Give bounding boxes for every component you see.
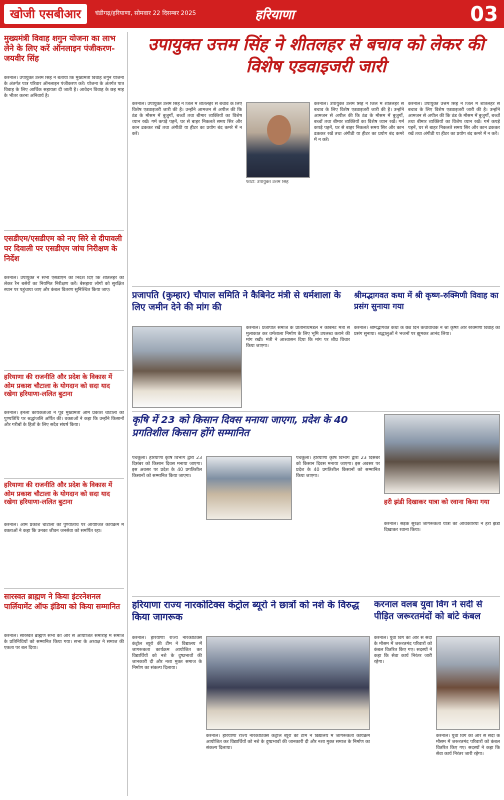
- youth-body: करनाल। इनेलो कार्यकर्ताओं ने पूर्व मुख्यमंत्री ओम प्रकाश चौटाला की पुण्यतिथि पर श्रद्धांजलि अर्पित की। वक्ताओं ने कहा कि उन्होंने किसानों और गरीबों के हितों के लिए सदैव संघर्ष किया।: [4, 411, 124, 428]
- date-line: चंडीगढ़/हरियाणा, सोमवार 22 दिसम्बर 2025: [95, 10, 197, 17]
- narcotics-body-cont: करनाल। हरियाणा राज्य नारकोटिक्स कंट्रोल ब्यूरो की टीम ने विद्यालय में जागरूकता कार्यक्रम आयोजित कर विद्यार्थियों को नशे के दुष्प्रभावों की जानकारी दी और नशा मुक्त समाज के निर्माण का संकल्प दिलाया।: [206, 734, 370, 751]
- kisan-headline: कृषि में 23 को किसान दिवस मनाया जाएगा, प्रदेश के 40 प्रगतिशील किसान होंगे सम्मानित: [132, 415, 348, 439]
- prajapati-body: करनाल। प्रजापति समाज के प्रतिनिधिमंडल ने कैबिनेट मंत्री से मुलाकात कर धर्मशाला निर्माण के लिए भूमि उपलब्ध कराने की मांग रखी। मंत्री ने आश्वासन दिया कि मांग पर शीघ्र विचार किया जाएगा।: [246, 326, 350, 349]
- haryana-pol-headline: हरियाणा की राजनीति और प्रदेश के विकास में ओम प्रकाश चौटाला के योगदान को सदा याद रखेगा हरियाणा-ललित बुटाना: [4, 481, 113, 506]
- masthead: [0, 0, 504, 28]
- kisan-photo: [206, 456, 292, 520]
- saraswati-headline: सारस्वत ब्राह्मण ने किया इंटरनेशनल पार्लियामेंट ऑफ इंडिया को किया सम्मानित: [4, 592, 121, 611]
- camp-headline: हरी झंडी दिखाकर यात्रा को रवाना किया गया: [384, 498, 490, 506]
- main-body-cont: करनाल। उपायुक्त उत्तम सिंह ने जिले में शीतलहर से बचाव के लिए विशेष एडवाइजरी जारी की है। उन्होंने आमजन से अपील की कि ठंड के मौसम में बुजुर्गों, बच्चों तथा बीमार व्यक्तियों का विशेष ध्यान रखें। गर्म कपड़े पहनें, घर से बाहर निकलते समय सिर और कान ढककर रखें तथा अंगीठी या हीटर का प्रयोग बंद कमरे में न करें।: [314, 102, 404, 143]
- divider: [4, 230, 124, 231]
- blanket-photo: [436, 636, 500, 730]
- guru-headline: श्रीमद्भागवत कथा में श्री कृष्ण-रुक्मिणी विवाह का प्रसंग सुनाया गया: [354, 291, 499, 311]
- haryana-pol-body: करनाल। ओम प्रकाश चौटाला की पुण्यतिथि पर आयोजित कार्यक्रम में वक्ताओं ने कहा कि उनका जीवन जनसेवा को समर्पित रहा।: [4, 523, 124, 534]
- camp-body: करनाल। सड़क सुरक्षा जागरूकता यात्रा को अधिकारियों ने हरी झंडी दिखाकर रवाना किया।: [384, 522, 500, 533]
- prajapati-photo: [132, 326, 242, 408]
- main-body-cont2: करनाल। उपायुक्त उत्तम सिंह ने जिले में शीतलहर से बचाव के लिए विशेष एडवाइजरी जारी की है। उन्होंने आमजन से अपील की कि ठंड के मौसम में बुजुर्गों, बच्चों तथा बीमार व्यक्तियों का विशेष ध्यान रखें। गर्म कपड़े पहनें, घर से बाहर निकलते समय सिर और कान ढककर रखें तथा अंगीठी या हीटर का प्रयोग बंद कमरे में न करें।: [408, 102, 500, 137]
- camp-photo: [384, 414, 500, 494]
- narcotics-photo: [206, 636, 370, 730]
- sdm-headline: एसडीएम/एसडीएम को नए सिरे से दीपावली पर दिवाली पर एसडीएम जांच निरीक्षण के निर्देश: [4, 234, 122, 263]
- kisan-body-cont: पंचकूला। हरियाणा कृषि विभाग द्वारा 23 दिसंबर को किसान दिवस मनाया जाएगा। इस अवसर पर प्रदेश के 40 प्रगतिशील किसानों को सम्मानित किया जाएगा।: [296, 456, 380, 479]
- photo-caption: फोटो: उपायुक्त उत्तम सिंह: [246, 180, 289, 185]
- column-divider: [127, 32, 128, 796]
- main-headline: उपायुक्त उत्तम सिंह ने शीतलहर से बचाव को लेकर की विशेष एडवाइजरी जारी: [147, 35, 485, 77]
- page-number: 03: [470, 2, 498, 26]
- divider: [132, 411, 500, 412]
- divider: [132, 596, 500, 597]
- saraswati-body: करनाल। सारस्वत ब्राह्मण सभा की ओर से आयोजित समारोह में समाज के प्रतिनिधियों को सम्मानित किया गया। सभा के अध्यक्ष ने समाज की एकता पर बल दिया।: [4, 634, 124, 651]
- main-body: करनाल। उपायुक्त उत्तम सिंह ने जिले में शीतलहर से बचाव के लिए विशेष एडवाइजरी जारी की है। उन्होंने आमजन से अपील की कि ठंड के मौसम में बुजुर्गों, बच्चों तथा बीमार व्यक्तियों का विशेष ध्यान रखें। गर्म कपड़े पहनें, घर से बाहर निकलते समय सिर और कान ढककर रखें तथा अंगीठी या हीटर का प्रयोग बंद कमरे में न करें।: [132, 102, 242, 137]
- divider: [4, 478, 124, 479]
- narcotics-headline: हरियाणा राज्य नारकोटिक्स कंट्रोल ब्यूरो ने छात्रों को नशे के विरुद्ध किया जागरूक: [132, 600, 360, 623]
- blanket-body: करनाल। युवा विंग की ओर से सर्दी के मौसम में जरूरतमंद परिवारों को कंबल वितरित किए गए। सदस्यों ने कहा कि सेवा कार्य निरंतर जारी रहेगा।: [374, 636, 432, 665]
- paper-name: खोजी एसबीआर: [4, 4, 87, 24]
- face-shape: [267, 115, 291, 145]
- section-title: हरियाणा: [255, 8, 295, 23]
- marriage-body: करनाल। उपायुक्त उत्तम सिंह ने बताया कि मुख्यमंत्री विवाह शगुन योजना के अंतर्गत पात्र परिवार ऑनलाइन पंजीकरण करें। योजना के अंतर्गत पात्र विवाह के लिए आर्थिक सहायता दी जाती है। आवेदन विवाह के छह माह के भीतर करना अनिवार्य है।: [4, 76, 124, 99]
- officer-photo: [246, 102, 310, 178]
- divider: [4, 370, 124, 371]
- kisan-body: पंचकूला। हरियाणा कृषि विभाग द्वारा 23 दिसंबर को किसान दिवस मनाया जाएगा। इस अवसर पर प्रदेश के 40 प्रगतिशील किसानों को सम्मानित किया जाएगा।: [132, 456, 202, 479]
- blanket-body-cont: करनाल। युवा विंग की ओर से सर्दी के मौसम में जरूरतमंद परिवारों को कंबल वितरित किए गए। सदस्यों ने कहा कि सेवा कार्य निरंतर जारी रहेगा।: [436, 734, 500, 757]
- youth-headline: हरियाणा की राजनीति और प्रदेश के विकास में ओम प्रकाश चौटाला के योगदान को सदा याद रखेगा हरियाणा-ललित बुटाना: [4, 373, 113, 398]
- sdm-body: करनाल। उपायुक्त ने सभी एसडीएम को निर्देश दिए कि शीतलहर को लेकर रैन बसेरों का नियमित निरीक्षण करें। बेसहारा लोगों को सुरक्षित स्थान पर पहुंचाया जाए और कंबल वितरण सुनिश्चित किया जाए।: [4, 276, 124, 293]
- marriage-headline: मुख्यमंत्री विवाह शगुन योजना का लाभ लेने के लिए करें ऑनलाइन पंजीकरण-जयवीर सिंह: [4, 34, 116, 63]
- narcotics-body: करनाल। हरियाणा राज्य नारकोटिक्स कंट्रोल ब्यूरो की टीम ने विद्यालय में जागरूकता कार्यक्रम आयोजित कर विद्यार्थियों को नशे के दुष्प्रभावों की जानकारी दी और नशा मुक्त समाज के निर्माण का संकल्प दिलाया।: [132, 636, 202, 671]
- prajapati-headline: प्रजापति (कुम्हार) चौपाल समिति ने कैबिनेट मंत्री से धर्मशाला के लिए जमीन देने की मांग की: [132, 291, 341, 313]
- blanket-headline: करनाल वलब युवा विंग ने सर्दी से पीड़ित जरूरतमंदों को बांटे कंबल: [374, 600, 483, 622]
- divider: [4, 588, 124, 589]
- guru-body: करनाल। श्रीमद्भागवत कथा के छठे दिन कथावाचक ने श्री कृष्ण और रुक्मिणी विवाह का प्रसंग सुनाया। श्रद्धालुओं ने भजनों पर झूमकर आनंद लिया।: [354, 326, 500, 337]
- divider: [132, 286, 500, 287]
